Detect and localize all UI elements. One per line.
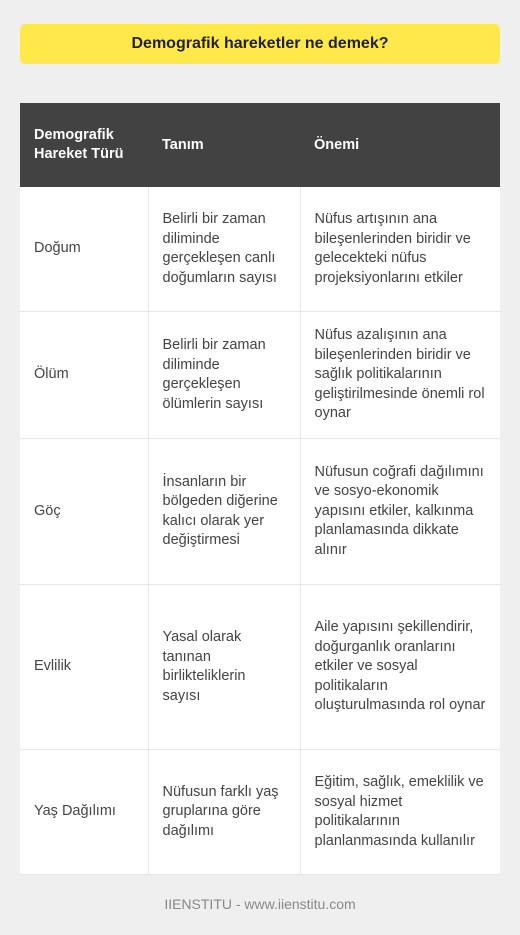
- page-title: Demografik hareketler ne demek?: [131, 35, 389, 52]
- cell-type: Evlilik: [20, 585, 148, 750]
- cell-importance: Nüfus artışının ana bileşenlerinden biridir ve gelecekteki nüfus projeksiyonlarını etkiler: [300, 187, 500, 312]
- cell-type: Göç: [20, 439, 148, 585]
- header-importance: Önemi: [300, 103, 500, 187]
- cell-definition: Belirli bir zaman diliminde gerçekleşen canlı doğumların sayısı: [148, 187, 300, 312]
- cell-importance: Nüfus azalışının ana bileşenlerinden biridir ve sağlık politikalarının geliştirilmesinde önemli rol oynar: [300, 312, 500, 439]
- cell-importance: Aile yapısını şekillendirir, doğurganlık oranlarını etkiler ve sosyal politikaların oluşturulmasında rol oynar: [300, 585, 500, 750]
- cell-definition: İnsanların bir bölgeden diğerine kalıcı olarak yer değiştirmesi: [148, 439, 300, 585]
- table-row: [20, 187, 500, 312]
- table-row: [20, 585, 500, 750]
- footer-credit: IIENSTITU - www.iienstitu.com: [164, 896, 356, 912]
- cell-type: Doğum: [20, 187, 148, 312]
- demographics-table: [20, 103, 500, 875]
- cell-definition: Nüfusun farklı yaş gruplarına göre dağılımı: [148, 750, 300, 875]
- cell-type: Ölüm: [20, 312, 148, 439]
- cell-type: Yaş Dağılımı: [20, 750, 148, 875]
- header-type: Demografik Hareket Türü: [20, 103, 148, 187]
- table-row: [20, 439, 500, 585]
- cell-importance: Eğitim, sağlık, emeklilik ve sosyal hizmet politikalarının planlanmasında kullanılır: [300, 750, 500, 875]
- cell-definition: Yasal olarak tanınan birlikteliklerin sayısı: [148, 585, 300, 750]
- page-title-banner: [20, 24, 500, 64]
- table-row: [20, 750, 500, 875]
- table-header-row: [20, 103, 500, 187]
- table-row: [20, 312, 500, 439]
- cell-importance: Nüfusun coğrafi dağılımını ve sosyo-ekonomik yapısını etkiler, kalkınma planlamasında dikkate alınır: [300, 439, 500, 585]
- header-definition: Tanım: [148, 103, 300, 187]
- cell-definition: Belirli bir zaman diliminde gerçekleşen ölümlerin sayısı: [148, 312, 300, 439]
